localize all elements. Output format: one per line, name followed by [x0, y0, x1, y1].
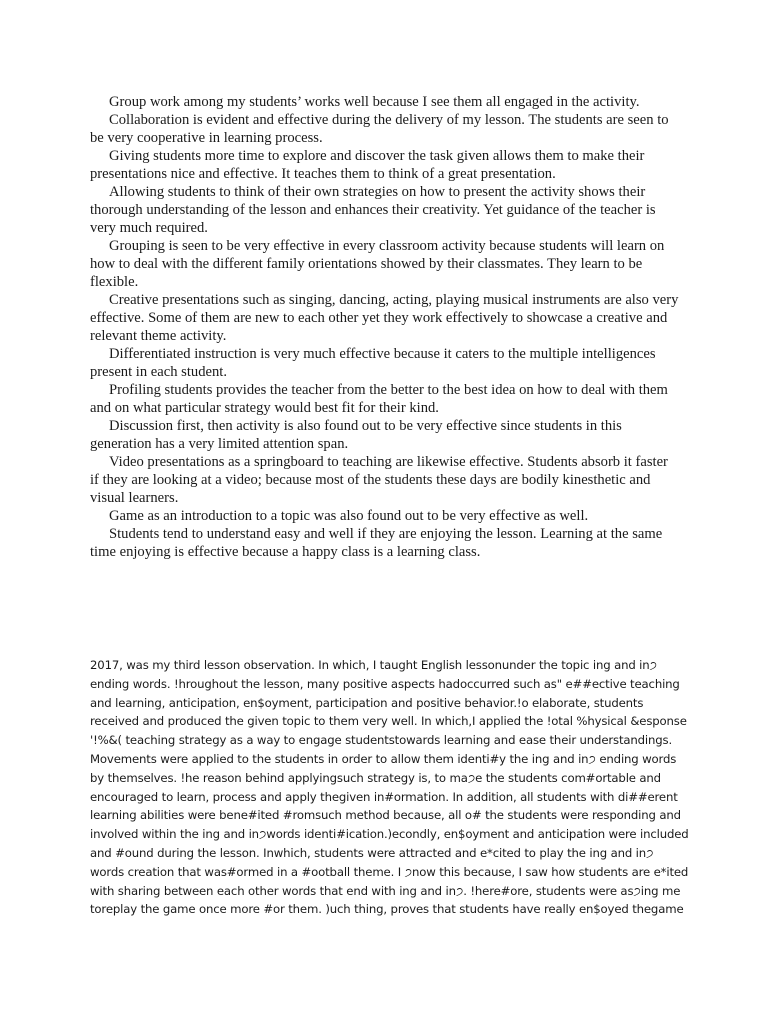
reflection-paragraph: Group work among my students’ works well because I see them all engaged in the activity. [109, 94, 640, 110]
reflection-paragraph: Video presentations as a springboard to teaching are likewise effective. Students absorb it faster if they are looking at a video; because most of the students these days are bodily kinesthetic and visual learners. [90, 454, 668, 506]
reflection-paragraph: Profiling students provides the teacher from the better to the best idea on how to deal with them and on what particular strategy would best fit for their kind. [90, 382, 668, 416]
reflection-section [90, 93, 680, 561]
reflection-paragraph: Discussion first, then activity is also found out to be very effective since students in this generation has a very limited attention span. [90, 418, 622, 452]
observation-line: by themselves. !he reason behind applyingsuch strategy is, to ma੭e the students com#ortable and [90, 770, 661, 785]
reflection-paragraph: Creative presentations such as singing, dancing, acting, playing musical instruments are also very effective. Some of them are new to each other yet they work effectively to showcase a creative and relevant theme activity. [90, 292, 679, 344]
observation-line: involved within the ing and in੭words identi#ication.)econdly, en$oyment and anticipation were included [90, 827, 689, 842]
observation-line: toreplay the game once more #or them. )uch thing, proves that students have really en$oyed thegame [90, 902, 684, 917]
observation-section [90, 656, 689, 919]
observation-line: and #ound during the lesson. Inwhich, students were attracted and e*cited to play the ing and in੭ [90, 845, 654, 860]
observation-line: 2017, was my third lesson observation. In which, I taught English lessonunder the topic ing and in੭ [90, 658, 657, 672]
observation-line: encouraged to learn, process and apply thegiven in#ormation. In addition, all students with di##erent [90, 789, 678, 804]
observation-line: ending words. !hroughout the lesson, many positive aspects hadoccurred such as" e##ective teaching [90, 676, 680, 691]
observation-line: Movements were applied to the students in order to allow them identi#y the ing and in੭ ending words [90, 751, 677, 766]
reflection-paragraph: Allowing students to think of their own strategies on how to present the activity shows their thorough understanding of the lesson and enhances their creativity. Yet guidance of the teacher is very much required. [90, 184, 656, 236]
observation-line: learning abilities were bene#ited #romsuch method because, all o# the students were responding and [90, 808, 681, 823]
reflection-paragraph: Game as an introduction to a topic was also found out to be very effective as well. [109, 508, 589, 524]
reflection-paragraph: Giving students more time to explore and discover the task given allows them to make their presentations nice and effective. It teaches them to think of a great presentation. [90, 148, 645, 182]
observation-line: and learning, anticipation, en$oyment, participation and positive behavior.!o elaborate, students [90, 695, 644, 710]
observation-line: '!%&( teaching strategy as a way to engage studentstowards learning and ease their understandings. [90, 733, 673, 748]
observation-line: received and produced the given topic to them very well. In which,I applied the !otal %hysical &esponse [90, 714, 687, 729]
reflection-paragraph: Collaboration is evident and effective during the delivery of my lesson. The students are seen to be very cooperative in learning process. [90, 112, 669, 146]
observation-line: words creation that was#ormed in a #ootball theme. I ੭now this because, I saw how students are e*ited [90, 864, 689, 879]
observation-line: with sharing between each other words that end with ing and in੭. !here#ore, students were as੭ing me [90, 883, 681, 898]
reflection-paragraph: Students tend to understand easy and well if they are enjoying the lesson. Learning at the same time enjoying is effective because a happy class is a learning class. [90, 526, 663, 560]
reflection-paragraph: Grouping is seen to be very effective in every classroom activity because students will learn on how to deal with the different family orientations showed by their classmates. They learn to be flexible. [90, 238, 665, 290]
reflection-paragraph: Differentiated instruction is very much effective because it caters to the multiple intelligences present in each student. [90, 346, 656, 380]
